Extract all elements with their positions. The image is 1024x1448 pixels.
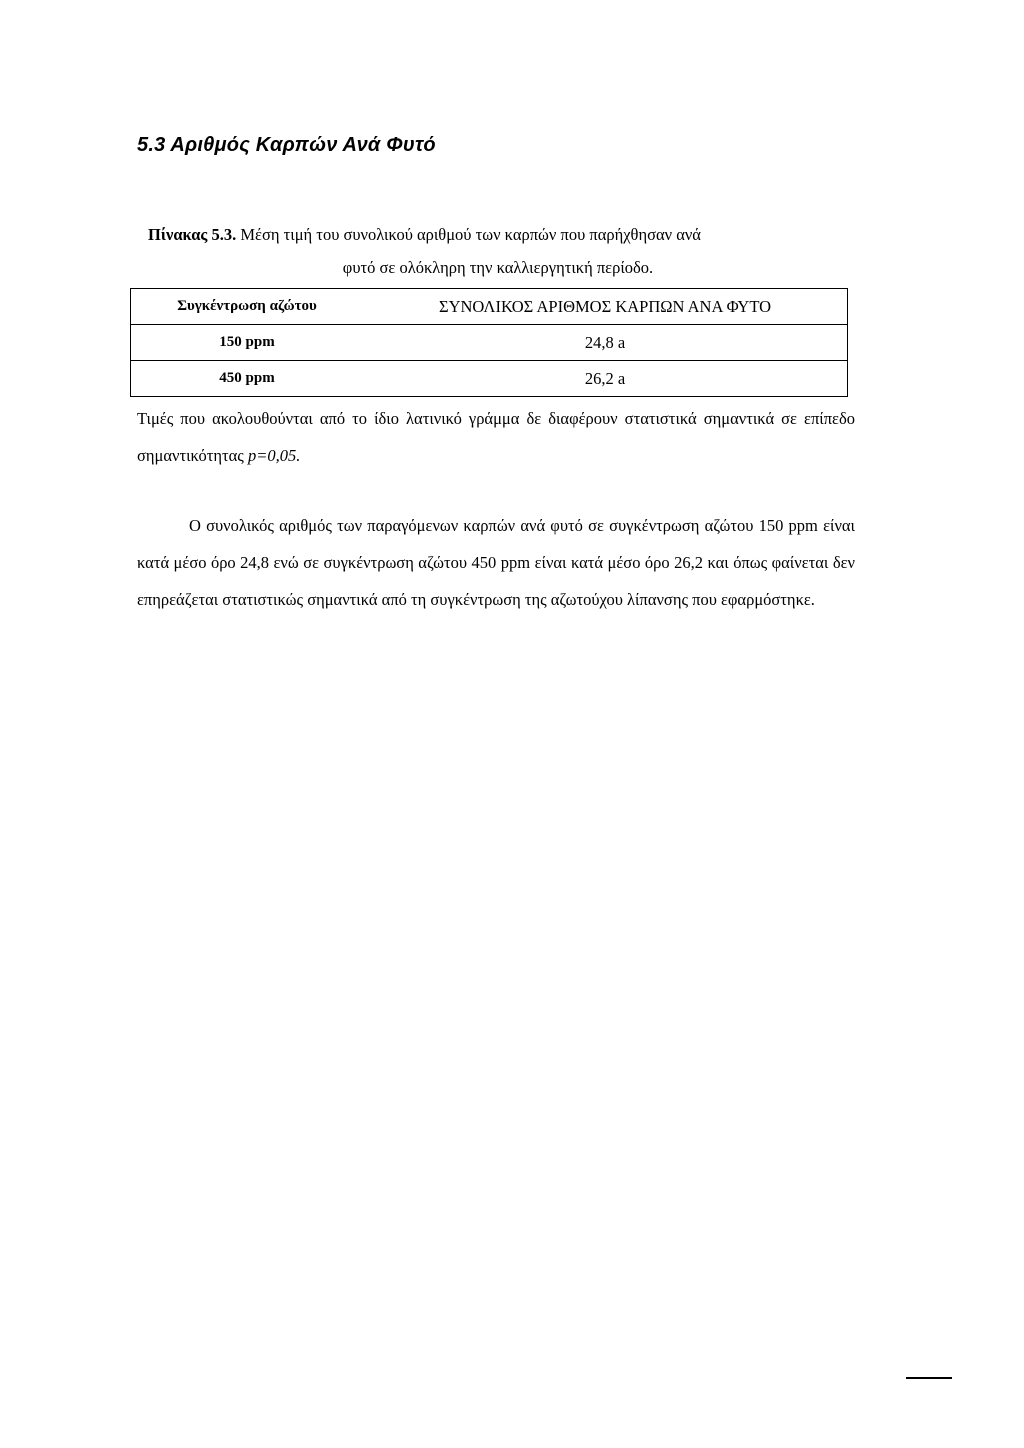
caption-line-1 xyxy=(148,218,848,251)
table-cell-concentration: 450 ppm xyxy=(131,361,364,397)
table-header-row xyxy=(131,289,848,325)
header-concentration: Συγκέντρωση αζώτου xyxy=(131,289,364,325)
section-heading: 5.3 Αριθμός Καρπών Ανά Φυτό xyxy=(137,134,436,156)
note-p-value: p=0,05. xyxy=(247,446,301,465)
footer-rule xyxy=(906,1377,952,1379)
caption-text-line-1: Μέση τιμή του συνολικού αριθμού των καρπών που παρήχθησαν ανά xyxy=(240,225,701,244)
table-cell-value: 24,8 a xyxy=(363,325,848,361)
header-total-fruits: ΣΥΝΟΛΙΚΟΣ ΑΡΙΘΜΟΣ ΚΑΡΠΩΝ ΑΝΑ ΦΥΤΟ xyxy=(363,289,848,325)
caption-label-word: Πίνακας xyxy=(148,225,208,244)
table-cell-concentration: 150 ppm xyxy=(131,325,364,361)
table-row xyxy=(131,361,848,397)
table-note xyxy=(137,400,855,474)
caption-number: 5.3. xyxy=(211,225,237,244)
caption-text-line-2: φυτό σε ολόκληρη την καλλιεργητική περίοδο. xyxy=(342,258,654,277)
caption-label xyxy=(148,225,236,244)
body-paragraph: Ο συνολικός αριθμός των παραγόμενων καρπών ανά φυτό σε συγκέντρωση αζώτου 150 ppm είναι κατά μέσο όρο 24,8 ενώ σε συγκέντρωση αζώτου 450 ppm είναι κατά μέσο όρο 26,2 και όπως φαίνεται δεν επηρεάζεται στατιστικώς σημαντικά από τη συγκέντρωση της αζωτούχου λίπανσης που εφαρμόστηκε. xyxy=(137,516,855,609)
table-caption xyxy=(148,218,848,284)
table-cell-value: 26,2 a xyxy=(363,361,848,397)
note-text: Τιμές που ακολουθούνται από το ίδιο λατινικό γράμμα δε διαφέρουν στατιστικά σημαντικά σε επίπεδο σημαντικότητας xyxy=(137,409,855,465)
fruit-count-table xyxy=(130,288,848,397)
table-row xyxy=(131,325,848,361)
